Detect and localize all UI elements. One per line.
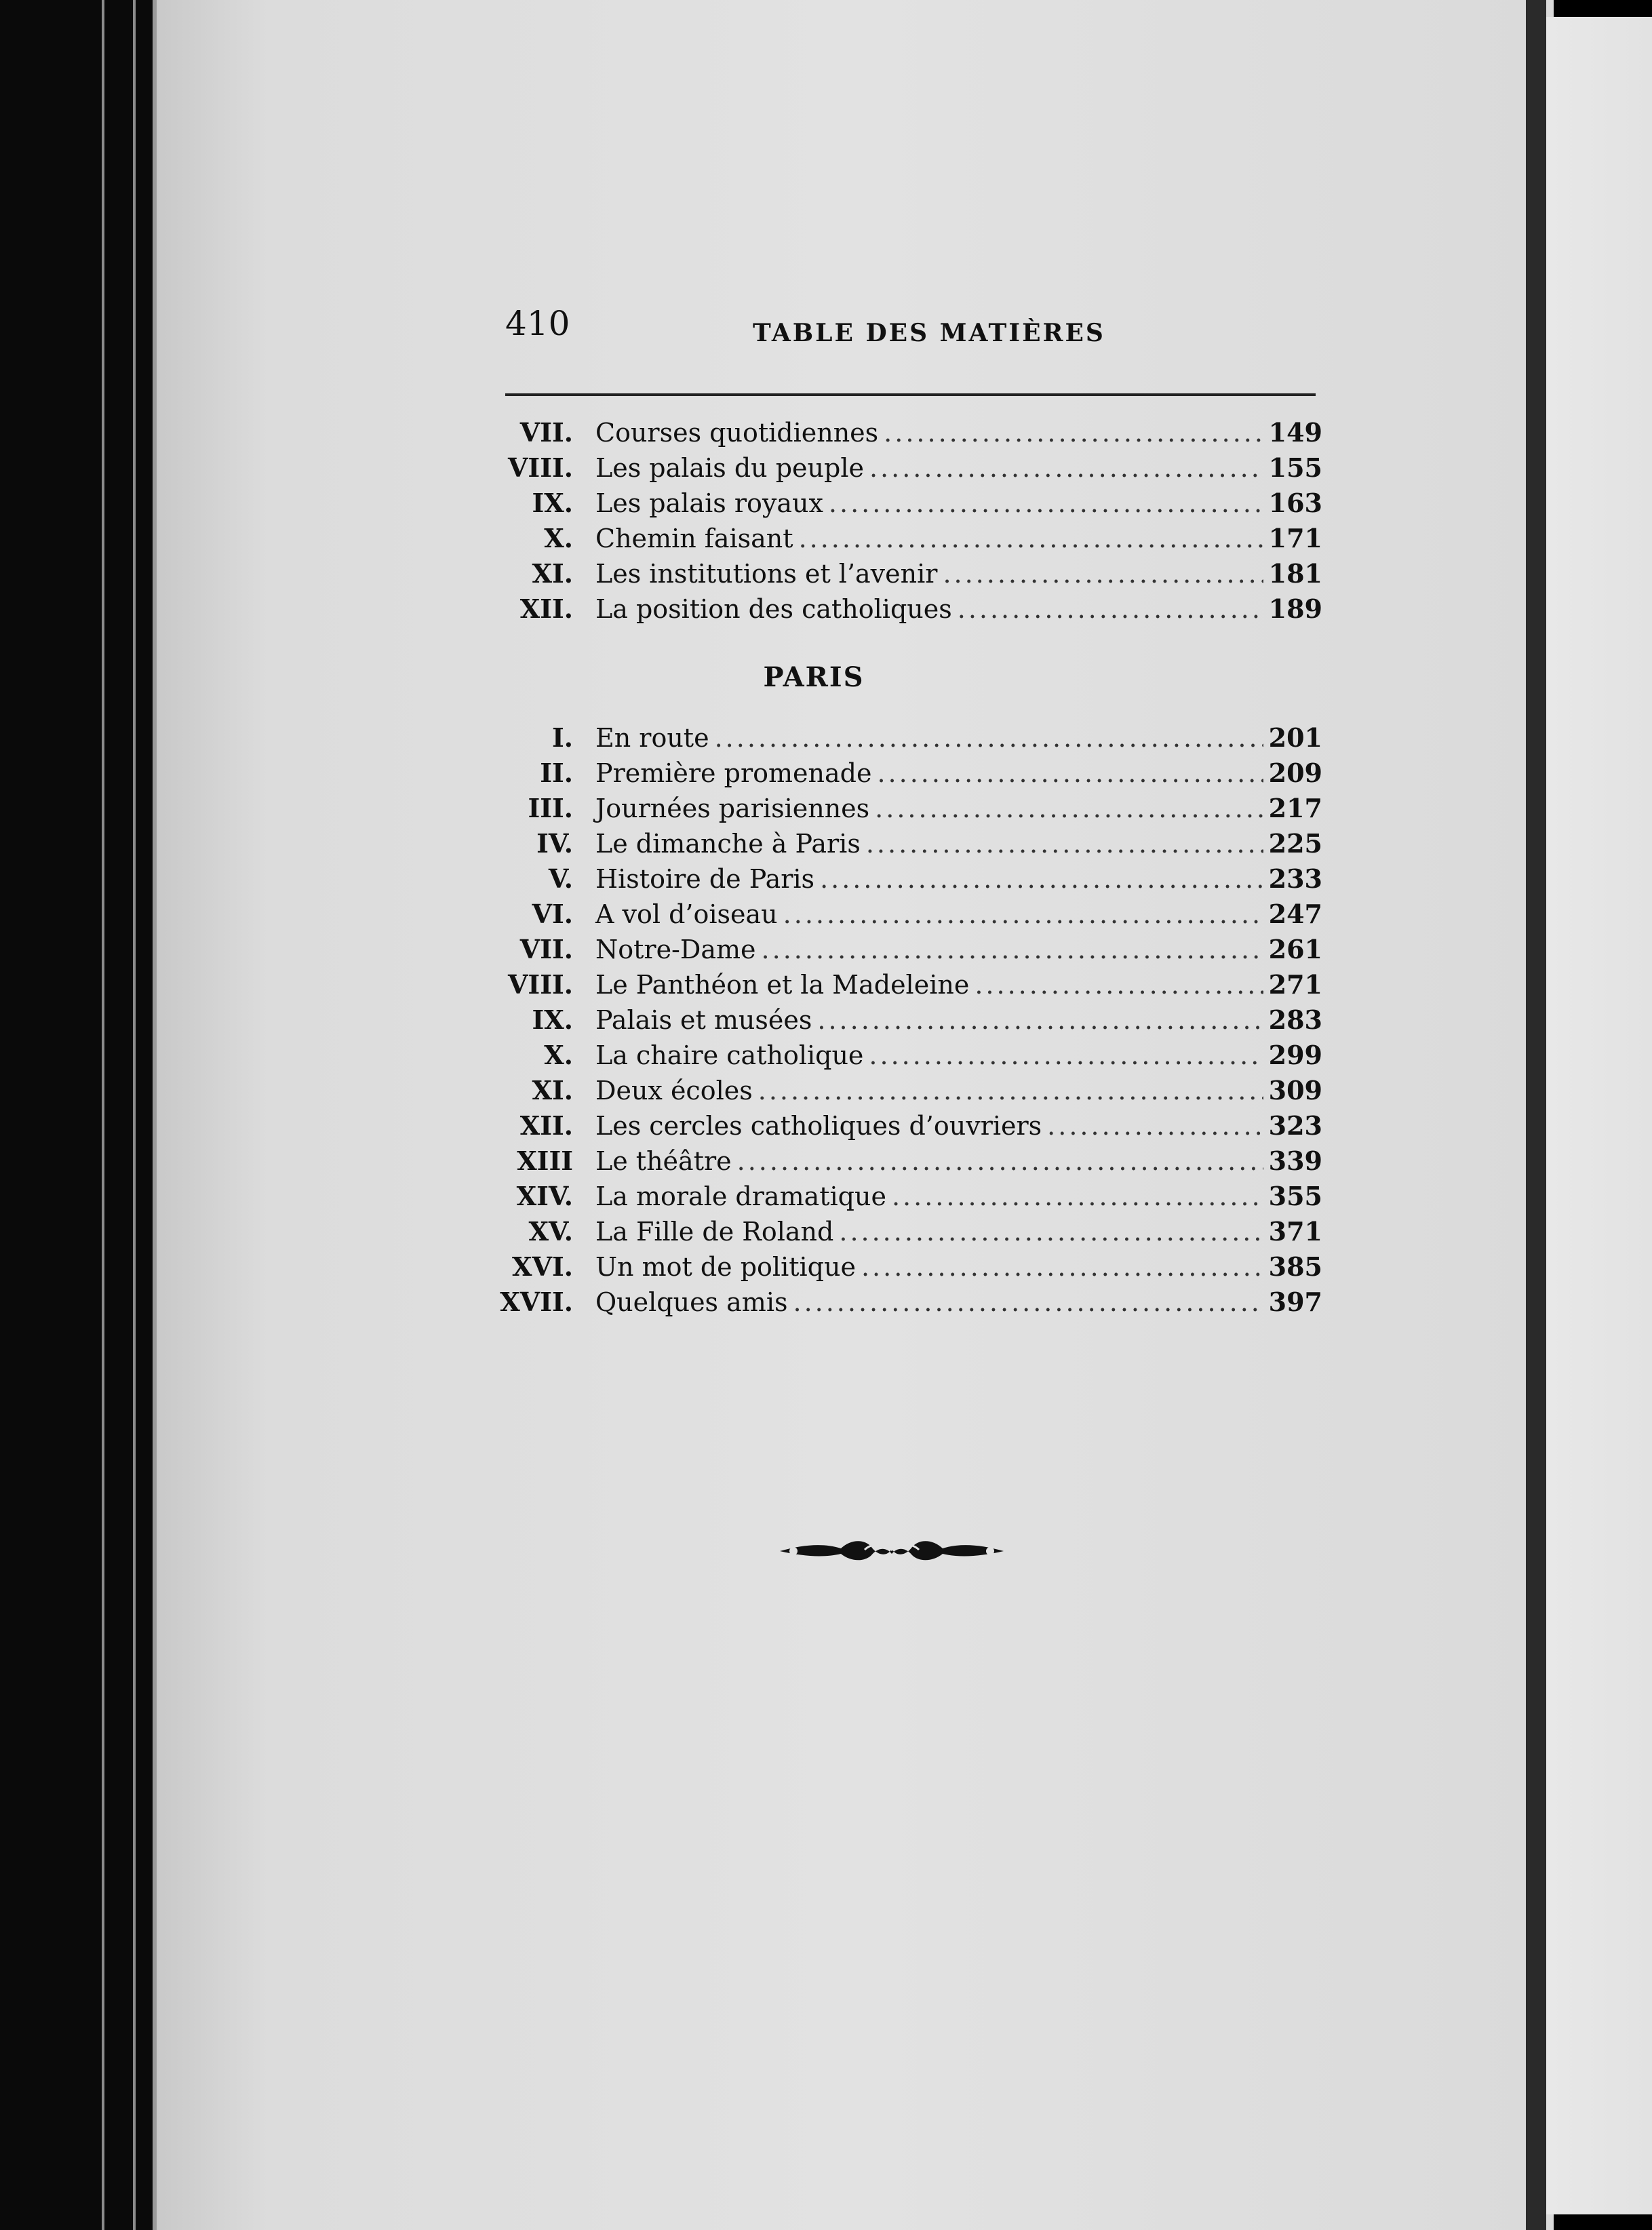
dot-leader: [869, 453, 1263, 483]
toc-entry: [475, 1004, 1322, 1040]
dot-leader: [799, 524, 1263, 553]
chapter-numeral: XII.: [519, 1110, 573, 1141]
chapter-title: Histoire de Paris: [595, 864, 815, 894]
toc-entry: [475, 488, 1322, 523]
toc-entry: [475, 934, 1322, 969]
running-head: TABLE DES MATIÈRES: [753, 319, 1105, 347]
page-ref: 247: [1268, 899, 1322, 929]
toc-entry: [475, 793, 1322, 828]
toc-section-2: [475, 722, 1322, 1322]
dot-leader: [762, 935, 1263, 964]
dot-leader: [892, 1181, 1263, 1211]
dot-leader: [758, 1076, 1263, 1106]
page-ref: 163: [1268, 488, 1322, 518]
page-gutter: [1526, 0, 1546, 2230]
tailpiece-ornament-icon: [776, 1529, 1007, 1570]
page-ref: 339: [1268, 1146, 1322, 1176]
section-heading: PARIS: [763, 661, 865, 693]
toc-entry: [475, 899, 1322, 934]
page-ref: 309: [1268, 1075, 1322, 1106]
chapter-numeral: XVII.: [500, 1287, 573, 1317]
toc-entry: [475, 1287, 1322, 1322]
dot-leader: [866, 829, 1263, 859]
dot-leader: [820, 864, 1263, 894]
chapter-numeral: I.: [551, 722, 573, 753]
toc-entry: [475, 1251, 1322, 1287]
chapter-numeral: VII.: [519, 934, 573, 964]
page-ref: 209: [1268, 758, 1322, 788]
dot-leader: [869, 1040, 1263, 1070]
page-ref: 271: [1268, 969, 1322, 1000]
chapter-title: Courses quotidiennes: [595, 418, 879, 448]
toc-section-1: [475, 417, 1322, 629]
adjacent-page: [1546, 17, 1652, 2214]
toc-entry: [475, 863, 1322, 899]
toc-entry: [475, 593, 1322, 629]
binding-line: [102, 0, 104, 2230]
toc-entry: [475, 1110, 1322, 1146]
dot-leader: [1047, 1111, 1263, 1141]
chapter-title: Un mot de politique: [595, 1252, 856, 1282]
dot-leader: [875, 794, 1263, 823]
dot-leader: [884, 418, 1263, 448]
page-ref: 201: [1268, 722, 1322, 753]
chapter-title: La position des catholiques: [595, 594, 952, 624]
chapter-title: Palais et musées: [595, 1005, 812, 1035]
dot-leader: [839, 1217, 1263, 1247]
dot-leader: [877, 758, 1263, 788]
page-ref: 181: [1268, 558, 1322, 589]
chapter-numeral: IX.: [532, 1004, 573, 1035]
toc-entry: [475, 558, 1322, 593]
dot-leader: [783, 899, 1263, 929]
chapter-numeral: VI.: [532, 899, 573, 929]
dot-leader: [975, 970, 1263, 1000]
page-ref: 189: [1268, 593, 1322, 624]
chapter-numeral: IX.: [532, 488, 573, 518]
page-ref: 323: [1268, 1110, 1322, 1141]
chapter-title: Les palais royaux: [595, 488, 823, 518]
toc-entry: [475, 1075, 1322, 1110]
chapter-numeral: X.: [544, 523, 573, 553]
page-ref: 299: [1268, 1040, 1322, 1070]
page-ref: 385: [1268, 1251, 1322, 1282]
page-ref: 149: [1268, 417, 1322, 448]
page-ref: 355: [1268, 1181, 1322, 1211]
chapter-numeral: XIII: [517, 1146, 573, 1176]
chapter-numeral: V.: [548, 863, 573, 894]
dot-leader: [817, 1005, 1263, 1035]
page-ref: 261: [1268, 934, 1322, 964]
chapter-numeral: XVI.: [512, 1251, 573, 1282]
chapter-numeral: X.: [544, 1040, 573, 1070]
dot-leader: [958, 594, 1263, 624]
toc-entry: [475, 1181, 1322, 1216]
chapter-title: La Fille de Roland: [595, 1217, 834, 1247]
chapter-title: Le théâtre: [595, 1146, 732, 1176]
chapter-numeral: XI.: [532, 558, 573, 589]
page-number: 410: [505, 304, 570, 343]
chapter-title: Journées parisiennes: [595, 794, 870, 823]
book-binding: [0, 0, 156, 2230]
toc-entry: [475, 722, 1322, 758]
header-rule: [505, 393, 1316, 396]
toc-entry: [475, 523, 1322, 558]
chapter-title: Le dimanche à Paris: [595, 829, 861, 859]
page-ref: 233: [1268, 863, 1322, 894]
chapter-title: Les cercles catholiques d’ouvriers: [595, 1111, 1042, 1141]
chapter-title: La chaire catholique: [595, 1040, 864, 1070]
dot-leader: [793, 1287, 1263, 1317]
binding-line: [133, 0, 136, 2230]
chapter-numeral: III.: [528, 793, 573, 823]
chapter-numeral: XIV.: [516, 1181, 573, 1211]
chapter-numeral: XI.: [532, 1075, 573, 1106]
toc-entry: [475, 758, 1322, 793]
page-header: [505, 304, 1316, 358]
toc-entry: [475, 1040, 1322, 1075]
chapter-title: Les institutions et l’avenir: [595, 559, 938, 589]
toc-entry: [475, 969, 1322, 1004]
chapter-numeral: VIII.: [507, 969, 573, 1000]
toc-entry: [475, 1146, 1322, 1181]
chapter-numeral: VIII.: [507, 452, 573, 483]
dot-leader: [829, 488, 1263, 518]
dot-leader: [943, 559, 1263, 589]
dot-leader: [715, 723, 1263, 753]
toc-entry: [475, 417, 1322, 452]
page-ref: 171: [1268, 523, 1322, 553]
chapter-title: Chemin faisant: [595, 524, 793, 553]
page-ref: 217: [1268, 793, 1322, 823]
toc-entry: [475, 452, 1322, 488]
chapter-title: A vol d’oiseau: [595, 899, 778, 929]
chapter-numeral: IV.: [536, 828, 573, 859]
chapter-title: Notre-Dame: [595, 935, 756, 964]
dot-leader: [861, 1252, 1263, 1282]
chapter-numeral: VII.: [519, 417, 573, 448]
toc-entry: [475, 1216, 1322, 1251]
chapter-title: Les palais du peuple: [595, 453, 864, 483]
toc-entry: [475, 828, 1322, 863]
chapter-numeral: II.: [540, 758, 573, 788]
chapter-title: Le Panthéon et la Madeleine: [595, 970, 970, 1000]
dot-leader: [737, 1146, 1263, 1176]
chapter-title: Première promenade: [595, 758, 872, 788]
chapter-title: La morale dramatique: [595, 1181, 886, 1211]
page-ref: 371: [1268, 1216, 1322, 1247]
chapter-title: Quelques amis: [595, 1287, 788, 1317]
chapter-numeral: XII.: [519, 593, 573, 624]
page-ref: 225: [1268, 828, 1322, 859]
page-ref: 397: [1268, 1287, 1322, 1317]
page-ref: 283: [1268, 1004, 1322, 1035]
chapter-title: En route: [595, 723, 709, 753]
chapter-numeral: XV.: [528, 1216, 573, 1247]
chapter-title: Deux écoles: [595, 1076, 753, 1106]
page-ref: 155: [1268, 452, 1322, 483]
